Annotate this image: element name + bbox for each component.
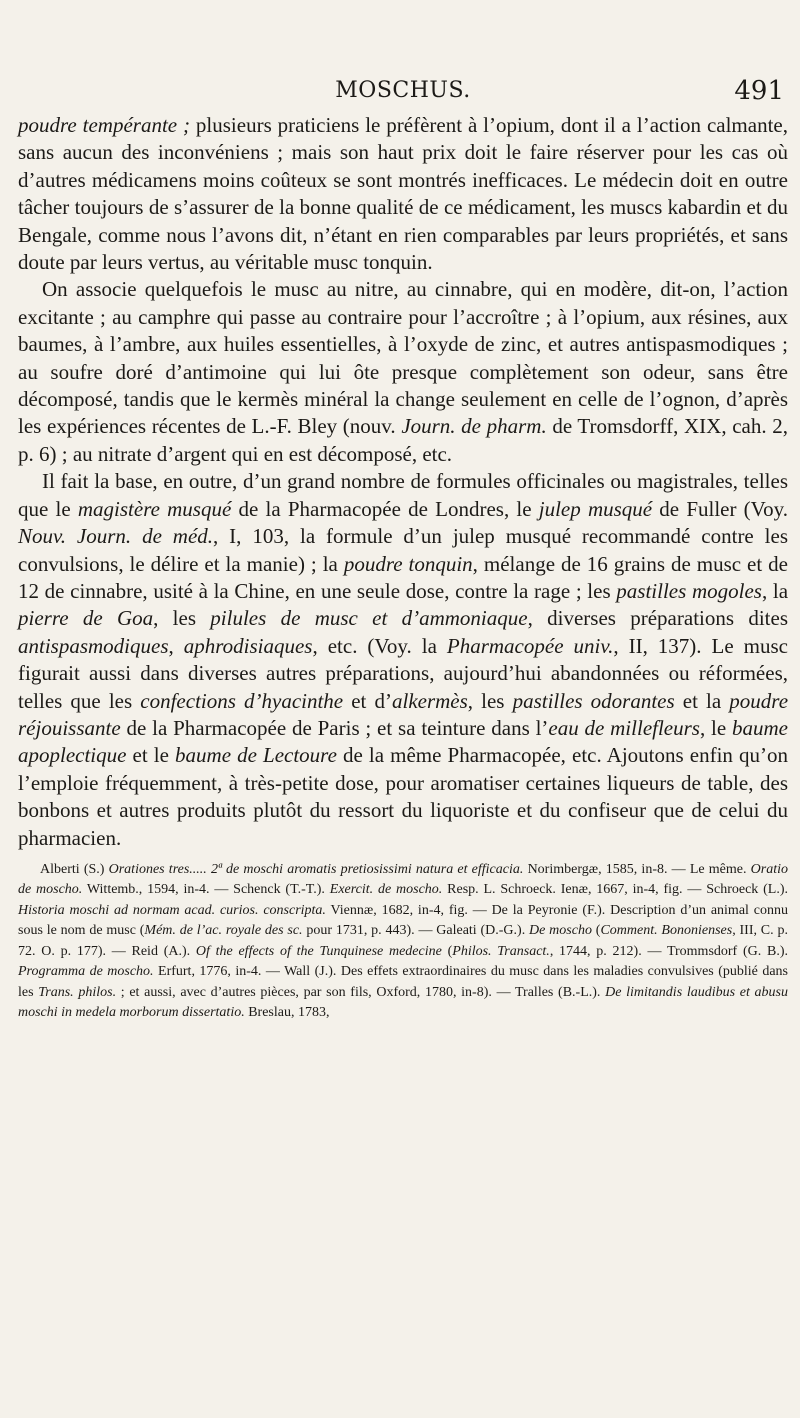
italic-text: Orationes tres..... 2ª de moschi aromatis pretiosissimi natura et efficacia. <box>108 861 524 877</box>
italic-text: Of the effects of the Tunquinese medecine <box>195 943 442 959</box>
text-run: , <box>168 633 184 658</box>
italic-text: baume de Lectoure <box>175 743 337 768</box>
text-run: , les <box>153 606 211 631</box>
text-run: , mélange de 16 grains de musc et de 12 de cinnabre, usité à la Chine, en une seule dose, contre la rage ; les <box>18 551 788 603</box>
text-run: de Tromsdorff, XIX, cah. 2, p. 6) ; au nitrate d’argent qui en est décomposé, etc. <box>18 414 788 466</box>
italic-text: De moscho <box>529 923 592 939</box>
italic-text: pierre de Goa <box>18 606 154 631</box>
italic-text: Nouv. Journ. de méd. <box>18 524 214 549</box>
text-run: de la Pharmacopée de Paris ; et sa teinture dans l’ <box>120 715 549 740</box>
italic-text: confections d’hyacinthe <box>140 688 344 713</box>
text-run: ; et aussi, avec d’autres pièces, par son fils, Oxford, 1780, in-8). — Tralles (B.-L.). <box>116 984 606 1000</box>
italic-text: Philos. Transact. <box>452 943 550 959</box>
text-run: de la Pharmacopée de Londres, le <box>231 496 539 521</box>
text-run: pour 1731, p. 443). — Galeati (D.-G.). <box>302 923 530 939</box>
italic-text: antispasmodiques <box>18 633 169 658</box>
text-run: et la <box>674 688 730 713</box>
text-run: Erfurt, 1776, in-4. — Wall (J.). Des effets extraordinaires du musc dans les maladies convulsives (publié dans les <box>18 964 788 1000</box>
text-run: , les <box>467 688 513 713</box>
text-run: , la <box>761 578 789 603</box>
italic-text: poudre réjouissante <box>18 688 789 740</box>
italic-text: alkermès <box>391 688 468 713</box>
paragraph <box>18 276 788 468</box>
italic-text: Programma de moscho. <box>18 964 154 980</box>
text-run: , 1744, p. 212). — Trommsdorf (G. B.). <box>549 943 788 959</box>
italic-text: Mém. de l’ac. royale des sc. <box>144 923 303 939</box>
text-run: , diverses préparations dites <box>527 606 788 631</box>
text-run: ( <box>591 923 601 939</box>
italic-text: poudre tempérante ; <box>18 113 190 137</box>
text-run: On associe quelquefois le musc au nitre, au cinnabre, qui en modère, dit-on, l’action excitante ; au camphre qui passe au contraire pour l’accroître ; à l’opium, aux résines, aux baumes, à l’ambre, aux huiles essentielles, à l’oxyde de zinc, et autres antispasmodiques ; au soufre doré d’antimoine qui lui ôte presque complètement son odeur, sans être décomposé, tandis que le kermès minéral la change seulement en celle de l’ognon, d’après les expériences récentes de L.-F. Bley (nouv. <box>18 277 788 439</box>
italic-text: Comment. Bononienses <box>600 923 733 939</box>
text-run: Norimbergæ, 1585, in-8. — Le même. <box>523 861 751 877</box>
page-number: 491 <box>734 76 784 106</box>
running-header <box>18 78 788 112</box>
text-run: et le <box>126 743 176 768</box>
page-title: MOSCHUS. <box>335 78 471 103</box>
italic-text: poudre tonquin <box>343 551 473 576</box>
text-run: , etc. (Voy. la <box>312 633 447 658</box>
main-text <box>18 112 788 852</box>
italic-text: eau de millefleurs <box>548 715 700 740</box>
text-run: , II, 137). Le musc figurait aussi dans diverses autres préparations, aujourd’hui abandonnées ou réformées, telles que les <box>18 633 788 713</box>
italic-text: pastilles odorantes <box>512 688 675 713</box>
italic-text: Historia moschi ad normam acad. curios. conscripta. <box>18 902 326 918</box>
text-run: ( <box>441 943 453 959</box>
italic-text: pastilles mogoles <box>616 578 762 603</box>
italic-text: pilules de musc et d’ammoniaque <box>210 606 528 631</box>
italic-text: magistère musqué <box>77 496 232 521</box>
text-run: Alberti (S.) <box>40 861 109 877</box>
italic-text: Pharmacopée univ. <box>446 633 614 658</box>
italic-text: aphrodisiaques <box>183 633 313 658</box>
text-run: Il fait la base, en outre, d’un grand nombre de formules officinales ou magistrales, telles que le <box>18 469 788 521</box>
text-run: , III, C. p. 72. O. p. 177). — Reid (A.). <box>18 923 788 959</box>
book-page <box>18 78 788 1024</box>
italic-text: Oratio de moscho. <box>18 861 788 898</box>
text-run: Resp. L. Schroeck. Ienæ, 1667, in-4, fig. — Schroeck (L.). <box>442 882 788 898</box>
italic-text: julep musqué <box>538 496 653 521</box>
italic-text: Trans. philos. <box>38 984 117 1000</box>
text-run: , I, 103, la formule d’un julep musqué recommandé contre les convulsions, le délire et la manie) ; la <box>18 524 788 576</box>
text-run: Breslau, 1783, <box>244 1005 330 1021</box>
text-run: de Fuller (Voy. <box>652 496 789 521</box>
text-run: , le <box>699 715 733 740</box>
italic-text: Journ. de pharm. <box>401 414 547 439</box>
paragraph <box>18 112 788 276</box>
text-run: Wittemb., 1594, in-4. — Schenck (T.-T.). <box>82 882 330 898</box>
paragraph <box>18 468 788 852</box>
italic-text: baume apoplectique <box>18 715 789 768</box>
text-run: de la même Pharmacopée, etc. Ajoutons enfin qu’on l’emploie fréquemment, à très-petite dose, pour aromatiser certaines liqueurs de table, des bonbons et autres produits plutôt du ressort du liquoriste et du confiseur que de celui du pharmacien. <box>18 743 788 850</box>
bibliography <box>18 860 788 1024</box>
text-run: plusieurs praticiens le préfèrent à l’opium, dont il a l’action calmante, sans aucun des inconvéniens ; mais son haut prix doit le faire réserver pour les cas où d’autres médicamens moins coûteux se sont montrés inefficaces. Le médecin doit en outre tâcher toujours de s’assurer de la bonne qualité de ce médicament, les muscs kabardin et du Bengale, comme nous l’avons dit, n’étant en rien comparables par leurs propriétés, et sans doute par leurs vertus, au véritable musc tonquin. <box>18 113 788 275</box>
italic-text: De limitandis laudibus et abusu moschi in medela morborum dissertatio. <box>18 984 788 1021</box>
text-run: Viennæ, 1682, in-4, fig. — De la Peyronie (F.). Description d’un animal connu sous le nom de musc ( <box>18 902 788 939</box>
text-run: et d’ <box>343 688 392 713</box>
italic-text: Exercit. de moscho. <box>329 882 443 898</box>
